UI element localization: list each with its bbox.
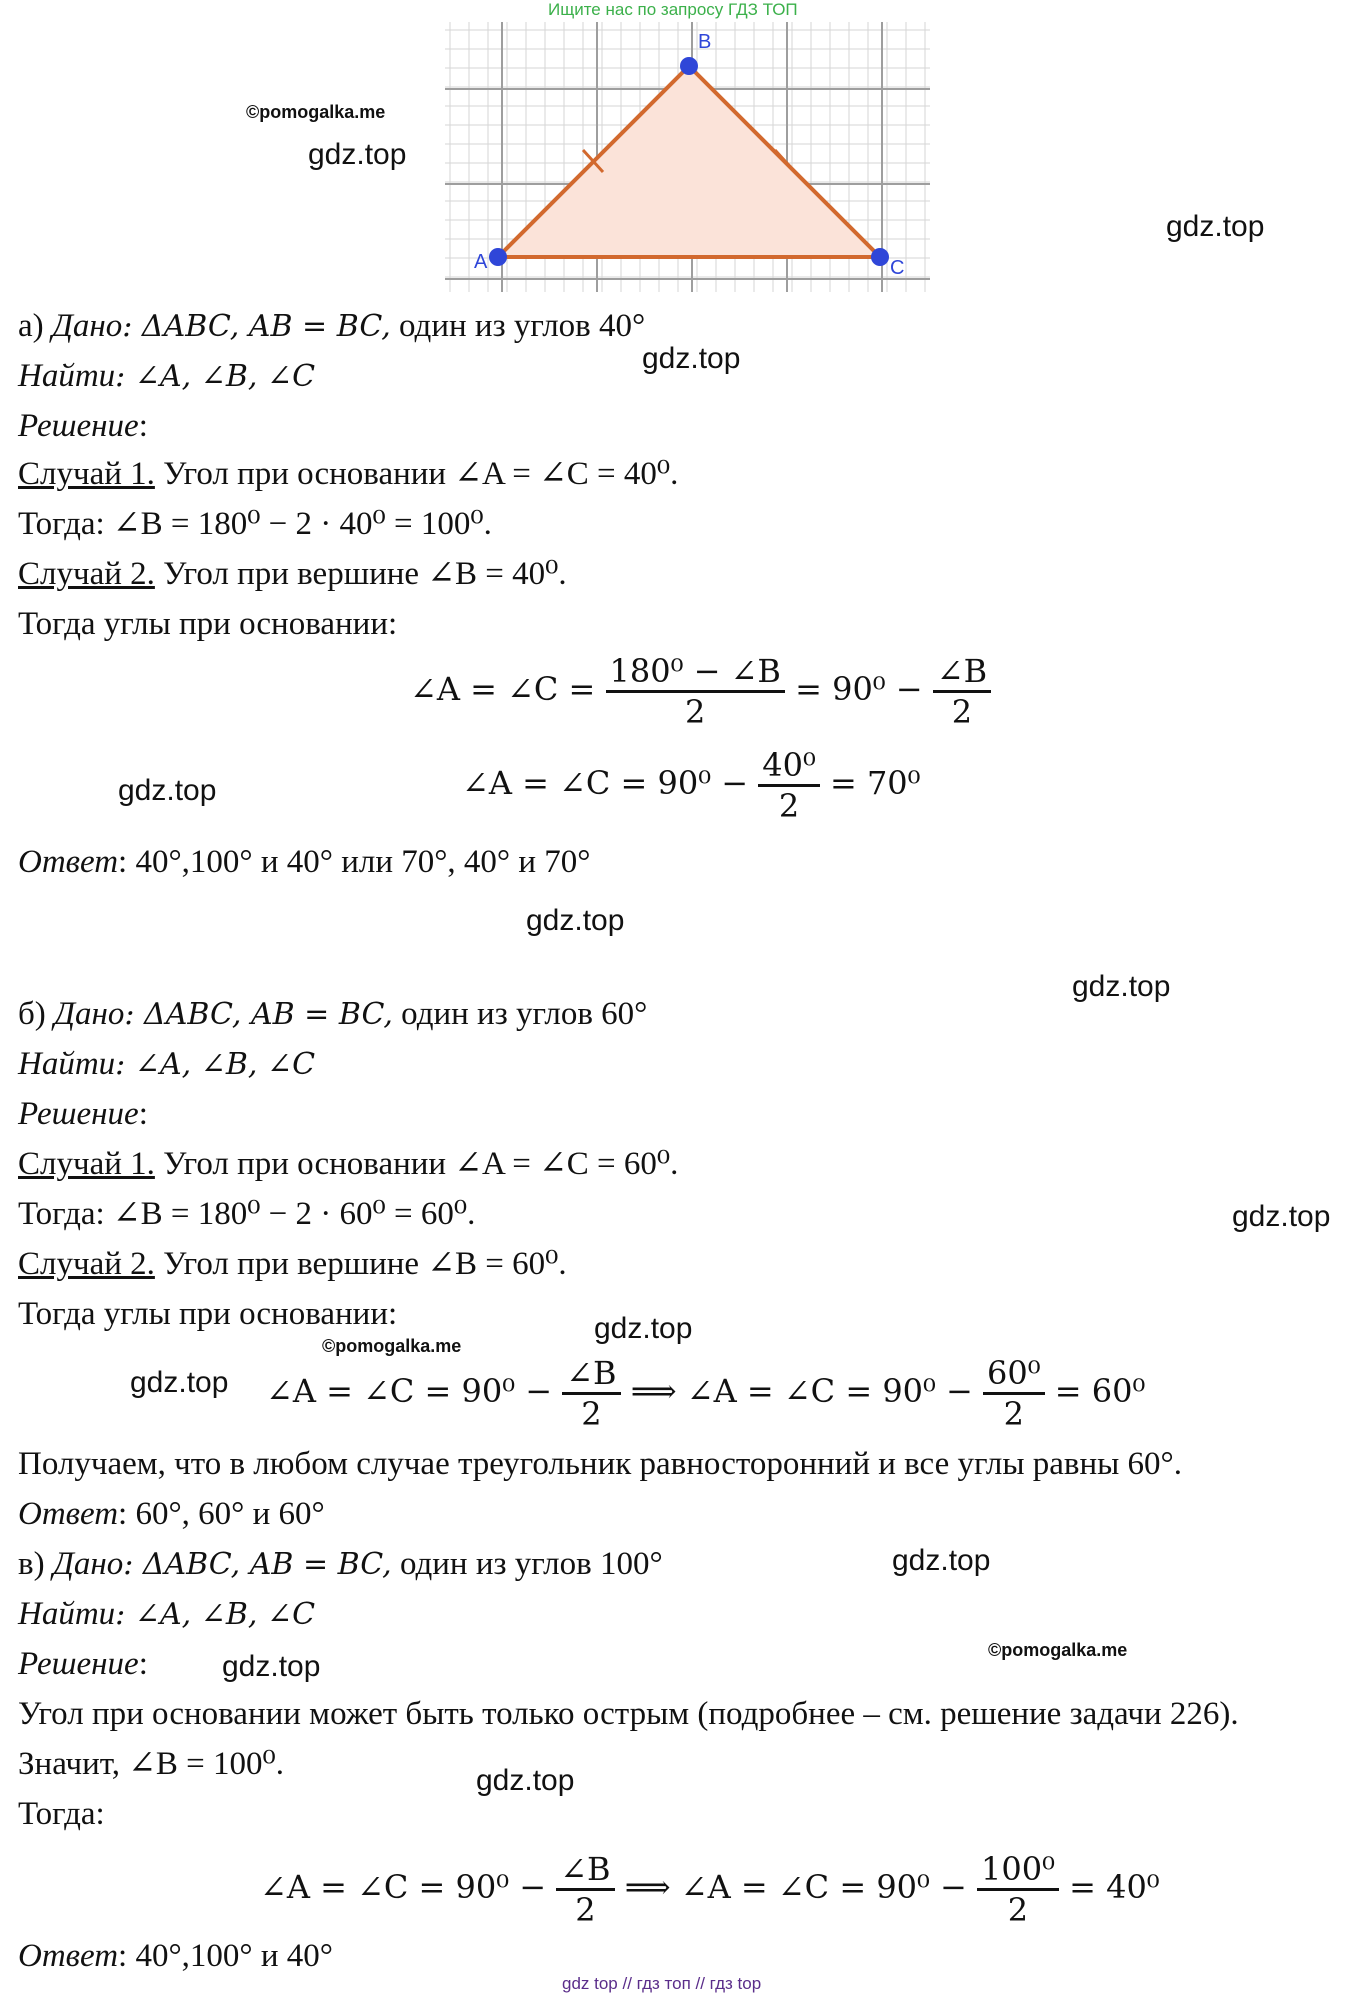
part-b-given: б) Дано: ΔABC, AB = BC, один из углов 60° — [18, 996, 648, 1032]
part-a-formula-2: ∠A = ∠C = 90⁰ − $\frac{\text{40⁰}}{2}$ = 70⁰ — [462, 746, 921, 825]
part-b-solution-heading: Решение: — [18, 1096, 148, 1132]
watermark-gdz: gdz.top — [118, 774, 217, 807]
point-c — [871, 248, 889, 266]
label-b: B — [698, 31, 712, 53]
watermark-pomogalka: ©pomogalka.me — [322, 1336, 462, 1356]
part-c-answer: Ответ: 40°,100° и 40° — [18, 1938, 333, 1974]
part-c-find: Найти: ∠A, ∠B, ∠C — [18, 1596, 316, 1632]
watermark-gdz: gdz.top — [1072, 970, 1171, 1003]
part-a-then2: Тогда углы при основании: — [18, 606, 398, 642]
triangle-fill — [498, 66, 880, 257]
part-c-solution-heading: Решение: — [18, 1646, 148, 1682]
point-b — [680, 57, 698, 75]
part-b-case2: Случай 2. Угол при вершине ∠B = 60⁰. — [18, 1246, 567, 1282]
part-a-formula-1: ∠A = ∠C = $\frac{\text{180⁰ − ∠B}}{2}$ = 90⁰ − $\frac{\angle B}{2}$ — [410, 652, 991, 731]
part-a-solution-heading: Решение: — [18, 408, 148, 444]
part-b-then2: Тогда углы при основании: — [18, 1296, 398, 1332]
part-a-find: Найти: ∠A, ∠B, ∠C — [18, 358, 316, 394]
watermark-gdz: gdz.top — [594, 1312, 693, 1345]
watermark-pomogalka: ©pomogalka.me — [246, 102, 386, 122]
watermark-gdz: gdz.top — [642, 342, 741, 375]
part-b-then1: Тогда: ∠B = 180⁰ − 2 · 60⁰ = 60⁰. — [18, 1196, 476, 1232]
part-c-given: в) Дано: ΔABC, AB = BC, один из углов 100° — [18, 1546, 663, 1582]
watermark-gdz: gdz.top — [222, 1650, 321, 1683]
part-a-case2: Случай 2. Угол при вершине ∠B = 40⁰. — [18, 556, 567, 592]
part-c-then: Тогда: — [18, 1796, 105, 1832]
part-a-answer: Ответ: 40°,100° и 40° или 70°, 40° и 70° — [18, 844, 591, 880]
point-a — [489, 248, 507, 266]
watermark-gdz: gdz.top — [308, 138, 407, 171]
part-a-given: а) Дано: ΔABC, AB = BC, один из углов 40° — [18, 308, 646, 344]
part-b-case1: Случай 1. Угол при основании ∠A = ∠C = 60⁰. — [18, 1146, 679, 1182]
part-b-formula: ∠A = ∠C = 90⁰ − $\frac{\angle B}{2}$ ⟹ ∠A = ∠C = 90⁰ − $\frac{\text{60⁰}}{2}$ = 60⁰ — [266, 1354, 1146, 1433]
part-b-conclusion: Получаем, что в любом случае треугольник равносторонний и все углы равны 60°. — [18, 1446, 1183, 1482]
label-c: C — [890, 257, 905, 279]
part-b-answer: Ответ: 60°, 60° и 60° — [18, 1496, 325, 1532]
part-c-text1: Угол при основании может быть только острым (подробнее – см. решение задачи 226). — [18, 1696, 1239, 1732]
part-b-find: Найти: ∠A, ∠B, ∠C — [18, 1046, 316, 1082]
watermark-gdz: gdz.top — [526, 904, 625, 937]
watermark-gdz: gdz.top — [130, 1366, 229, 1399]
footer-links[interactable]: gdz top // гдз топ // гдз top — [562, 1974, 762, 1993]
part-c-formula: ∠A = ∠C = 90⁰ − $\frac{\angle B}{2}$ ⟹ ∠A = ∠C = 90⁰ − $\frac{\text{100⁰}}{2}$ = 40⁰ — [260, 1850, 1160, 1929]
part-c-text2: Значит, ∠B = 100⁰. — [18, 1746, 284, 1782]
watermark-gdz: gdz.top — [1232, 1200, 1331, 1233]
watermark-pomogalka: ©pomogalka.me — [988, 1640, 1128, 1660]
watermark-gdz: gdz.top — [892, 1544, 991, 1577]
watermark-gdz: gdz.top — [476, 1764, 575, 1797]
top-banner: Ищите нас по запросу ГДЗ ТОП — [548, 0, 798, 19]
watermark-gdz: gdz.top — [1166, 210, 1265, 243]
triangle-figure — [440, 22, 940, 302]
label-a: A — [474, 251, 488, 273]
part-a-then1: Тогда: ∠B = 180⁰ − 2 · 40⁰ = 100⁰. — [18, 506, 492, 542]
part-a-case1: Случай 1. Угол при основании ∠A = ∠C = 40⁰. — [18, 456, 679, 492]
